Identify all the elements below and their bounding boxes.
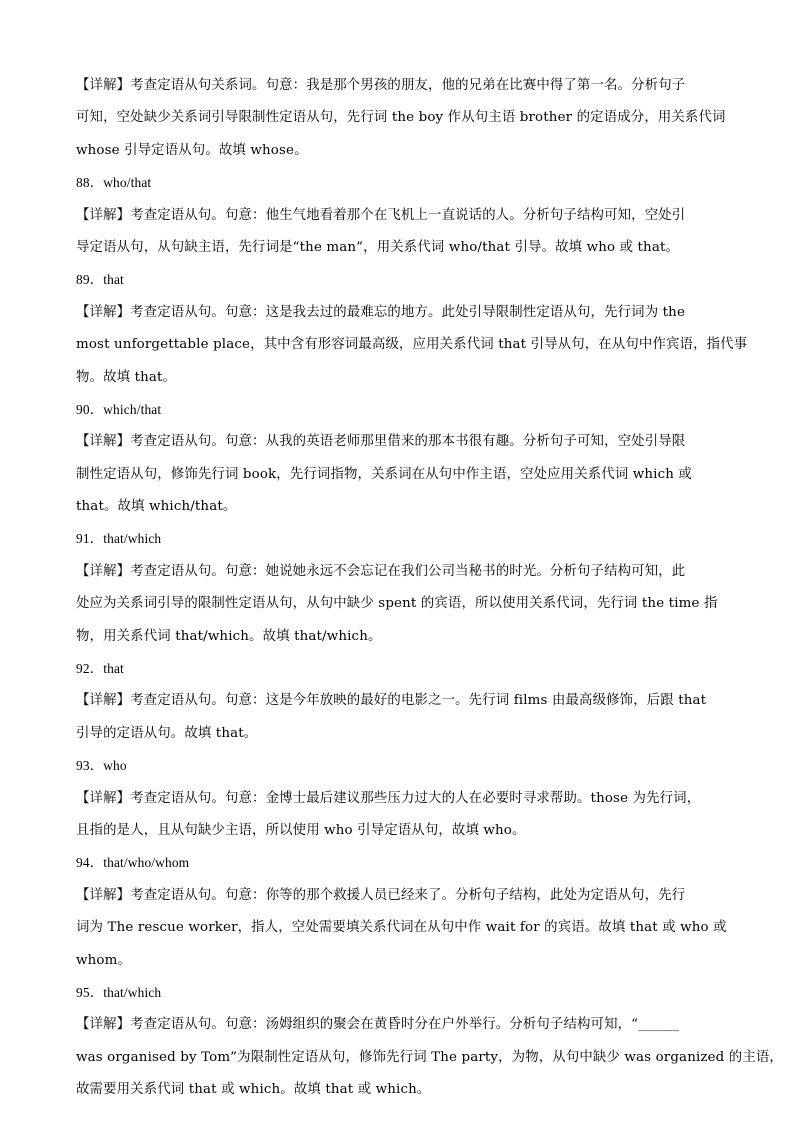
explanation-line: 【详解】考查定语从句。句意：这是我去过的最难忘的地方。此处引导限制性定语从句，先行词为 the [76, 304, 686, 320]
explanation-line: 【详解】考查定语从句。句意：他生气地看着那个在飞机上一直说话的人。分析句子结构可知，空处引 [76, 207, 686, 223]
answer-heading-89: 89．that [76, 272, 124, 288]
answer-heading-94: 94．that/who/whom [76, 855, 190, 871]
explanation-line: 【详解】考查定语从句关系词。句意：我是那个男孩的朋友，他的兄弟在比赛中得了第一名。分析句子 [76, 78, 686, 93]
explanation-line: 【详解】考查定语从句。句意：汤姆组织的聚会在黄昏时分在户外举行。分析句子结构可知，“______ [76, 1017, 680, 1033]
explanation-line: 物。故填 that。 [76, 369, 177, 385]
explanation-line: 物，用关系代词 that/which。故填 that/which。 [76, 628, 382, 644]
explanation-line: 【详解】考查定语从句。句意：金博士最后建议那些压力过大的人在必要时寻求帮助。those 为先行词， [76, 790, 701, 806]
explanation-line: whose 引导定语从句。故填 whose。 [76, 142, 308, 158]
explanation-line: 【详解】考查定语从句。句意：从我的英语老师那里借来的那本书很有趣。分析句子可知，空处引导限 [76, 434, 686, 450]
answer-heading-92: 92．that [76, 661, 124, 677]
explanation-line: 制性定语从句，修饰先行词 book，先行词指物，关系词在从句中作主语，空处应用关系代词 which 或 [76, 466, 692, 482]
answer-heading-90: 90．which/that [76, 401, 162, 417]
answer-heading-95: 95．that/which [76, 984, 162, 1000]
explanation-line: 【详解】考查定语从句。句意：这是今年放映的最好的电影之一。先行词 films 由最高级修饰，后跟 that [76, 693, 707, 709]
explanation-line: 且指的是人，且从句缺少主语，所以使用 who 引导定语从句，故填 who。 [76, 822, 526, 838]
explanation-line: 词为 The rescue worker，指人，空处需要填关系代词在从句中作 wait for 的宾语。故填 that 或 who 或 [76, 920, 727, 936]
explanation-line: 故需要用关系代词 that 或 which。故填 that 或 which。 [76, 1082, 431, 1098]
explanation-line: 处应为关系词引导的限制性定语从句，从句中缺少 spent 的宾语，所以使用关系代词，先行词 the time 指 [76, 596, 718, 612]
explanation-line: was organised by Tom”为限制性定语从句，修饰先行词 The party，为物，从句中缺少 was organized 的主语， [76, 1049, 783, 1065]
document-body [76, 70, 783, 1107]
explanation-line: most unforgettable place，其中含有形容词最高级，应用关系代词 that 引导从句，在从句中作宾语，指代事 [76, 337, 748, 353]
explanation-line: whom。 [76, 952, 131, 968]
answer-heading-88: 88．who/that [76, 175, 152, 191]
answer-heading-93: 93．who [76, 758, 127, 774]
explanation-line: 【详解】考查定语从句。句意：她说她永远不会忘记在我们公司当秘书的时光。分析句子结构可知，此 [76, 563, 686, 579]
answer-heading-91: 91．that/which [76, 531, 162, 547]
explanation-line: that。故填 which/that。 [76, 499, 237, 515]
explanation-line: 导定语从句，从句缺主语，先行词是“the man”，用关系代词 who/that 引导。故填 who 或 that。 [76, 239, 680, 255]
explanation-line: 可知，空处缺少关系词引导限制性定语从句，先行词 the boy 作从句主语 brother 的定语成分，用关系代词 [76, 110, 726, 126]
explanation-line: 引导的定语从句。故填 that。 [76, 725, 258, 741]
explanation-line: 【详解】考查定语从句。句意：你等的那个救援人员已经来了。分析句子结构，此处为定语从句，先行 [76, 887, 686, 903]
